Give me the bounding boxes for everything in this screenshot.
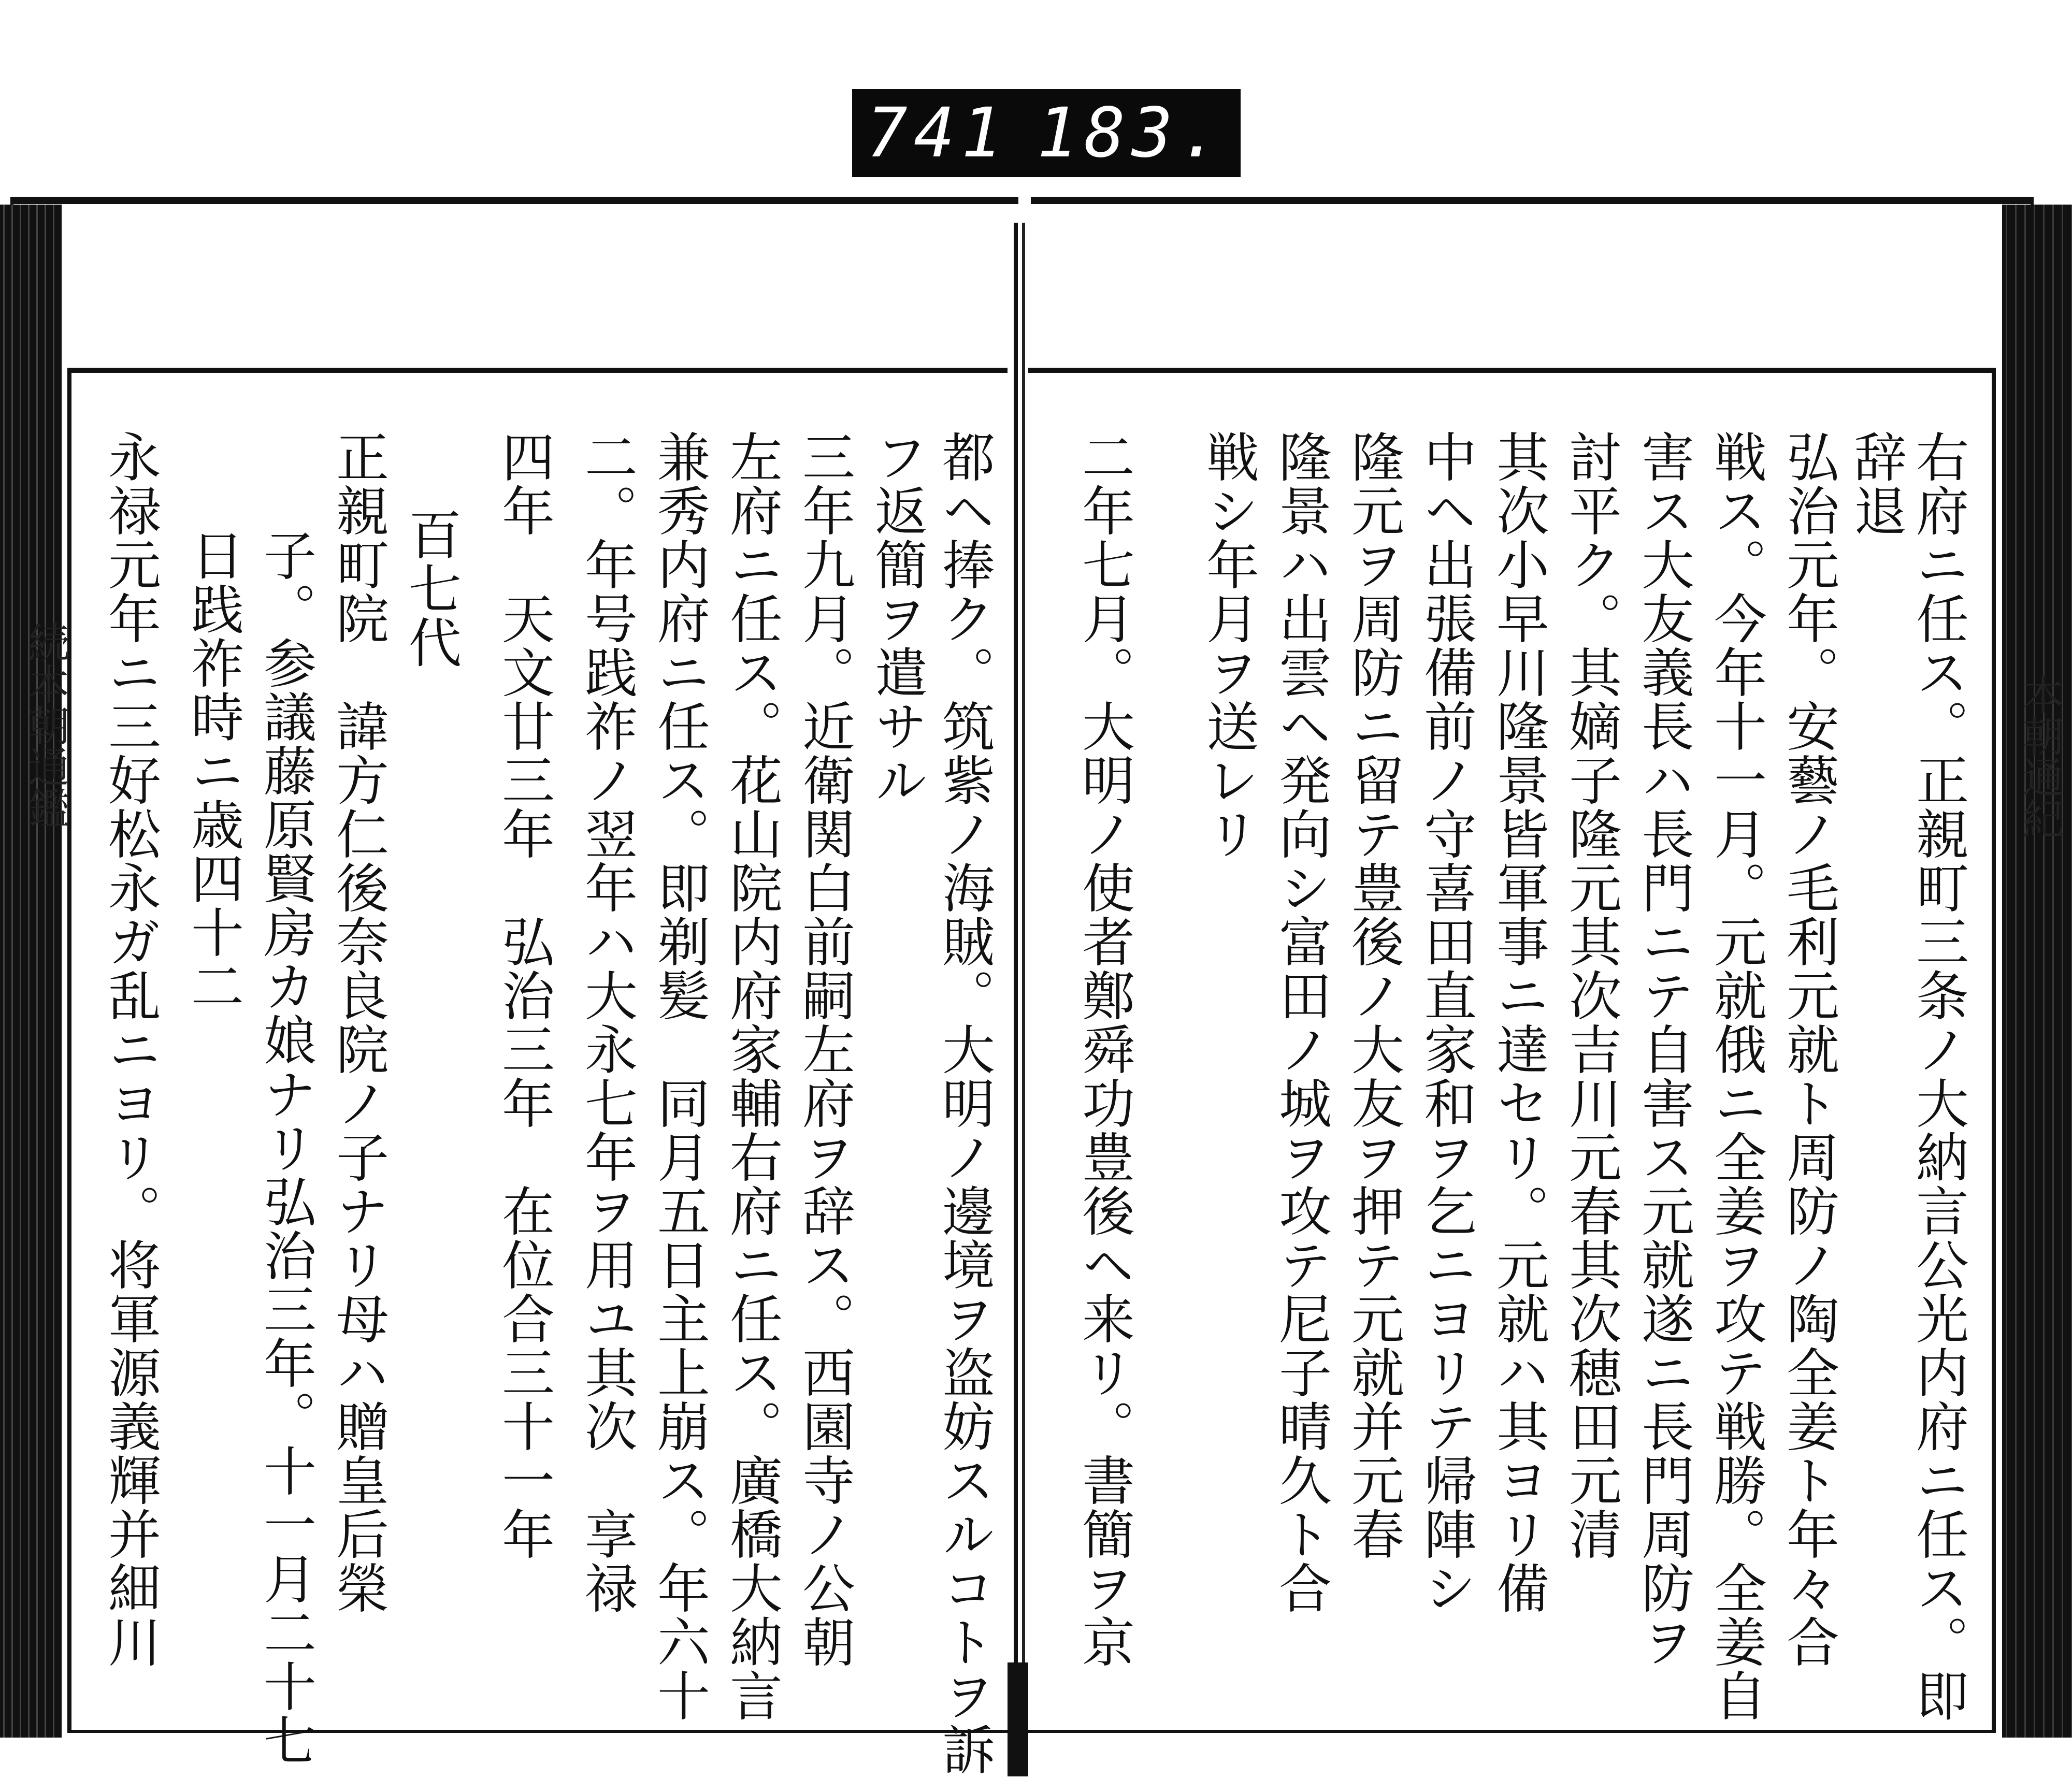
text-column: 中ヘ出張備前ノ守喜田直家和ヲ乞ニヨリテ帰陣シ xyxy=(1415,430,1477,1615)
text-column: 四年 天文廿三年 弘治三年 在位合三十一年 xyxy=(493,430,555,1561)
text-column: 子。参議藤原賢房カ娘ナリ弘治三年。十一月二十七 xyxy=(255,528,316,1767)
right-cover-top xyxy=(1031,197,2034,375)
text-column: 二。年号践祚ノ翌年ハ大永七年ヲ用ユ其次 享禄 xyxy=(576,430,638,1615)
text-column: フ返簡ヲ遣サル xyxy=(866,430,928,807)
right-margin-title: 本朝通紀 xyxy=(2016,673,2064,839)
text-column: 戦シ年月ヲ送レリ xyxy=(1198,430,1259,861)
text-column: 害ス大友義長ハ長門ニテ自害ス元就遂ニ長門周防ヲ xyxy=(1633,430,1694,1669)
text-column: 討平ク。其嫡子隆元其次吉川元春其次穂田元清 xyxy=(1560,430,1622,1561)
text-column: 弘治元年。安藝ノ毛利元就ト周防ノ陶全姜ト年々合 xyxy=(1778,430,1839,1669)
text-column: 戦ス。今年十一月。元就俄ニ全姜ヲ攻テ戦勝。全姜自 xyxy=(1705,430,1767,1723)
text-column: 正親町院 諱方仁後奈良院ノ子ナリ母ハ贈皇后榮 xyxy=(327,430,389,1615)
book-spine-bottom xyxy=(1008,1662,1028,1776)
catalog-number-left: 741 xyxy=(866,93,1009,173)
catalog-number-right: 183. xyxy=(1037,93,1227,173)
left-margin-title: 続本朝通鑑 xyxy=(21,621,69,829)
text-column: 辞退 xyxy=(1845,430,1907,538)
right-book-edge xyxy=(2002,205,2072,1738)
text-column: 隆元ヲ周防ニ留テ豊後ノ大友ヲ押テ元就并元春 xyxy=(1343,430,1404,1561)
text-column: 其次小早川隆景皆軍事ニ達セリ。元就ハ其ヨリ備 xyxy=(1488,430,1549,1615)
text-column: 日践祚時ニ歳四十二 xyxy=(182,528,244,1013)
text-column: 二年七月。大明ノ使者鄭舜功豊後ヘ来リ。書簡ヲ京 xyxy=(1073,430,1135,1669)
reign-number-heading: 百七代 xyxy=(400,508,462,669)
left-book-edge xyxy=(0,205,62,1738)
left-cover-top xyxy=(10,197,1018,375)
text-column: 永禄元年ニ三好松永ガ乱ニヨリ。将軍源義輝并細川 xyxy=(99,430,161,1669)
text-column: 右府ニ任ス。正親町三条ノ大納言公光内府ニ任ス。即 xyxy=(1907,430,1969,1723)
text-column: 隆景ハ出雲ヘ発向シ富田ノ城ヲ攻テ尼子晴久ト合 xyxy=(1270,430,1332,1615)
text-column: 兼秀内府ニ任ス。即剃髪 同月五日主上崩ス。年六十 xyxy=(649,430,710,1723)
text-column: 三年九月。近衛関白前嗣左府ヲ辞ス。西園寺ノ公朝 xyxy=(794,430,855,1669)
text-column: 左府ニ任ス。花山院内府家輔右府ニ任ス。廣橋大納言 xyxy=(721,430,783,1723)
text-column: 都ヘ捧ク。筑紫ノ海賊。大明ノ邊境ヲ盗妨スルコトヲ訴 xyxy=(933,430,995,1776)
book-spine xyxy=(1008,223,1028,1740)
catalog-number-label xyxy=(852,89,1241,177)
